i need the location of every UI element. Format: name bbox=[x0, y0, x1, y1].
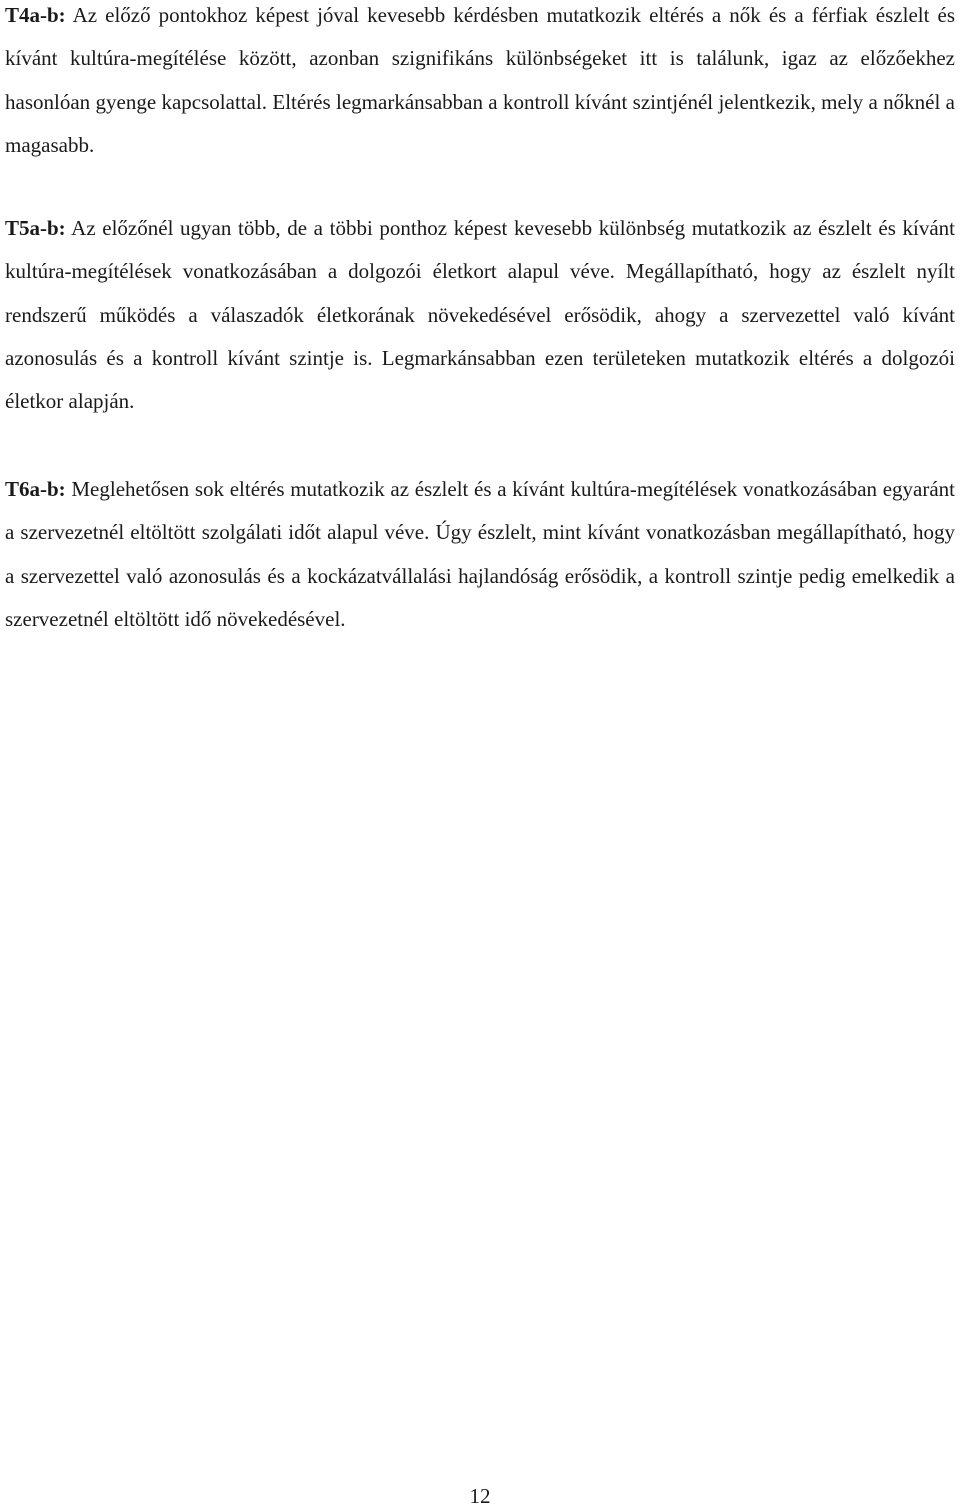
paragraph-label: T4a-b: bbox=[5, 3, 66, 27]
paragraph-text: Meglehetősen sok eltérés mutatkozik az észlelt és a kívánt kultúra-megítélések vonatkozásában egyaránt a szervezetnél eltöltött szolgálati időt alapul véve. Úgy észlelt, mint kívánt vonatkozásban megállapítható, hogy a szervezettel való azonosulás és a kockázatvállalási hajlandóság erősödik, a kontroll szintje pedig emelkedik a szervezetnél eltöltött idő növekedésével. bbox=[5, 477, 955, 631]
paragraph-label: T6a-b: bbox=[5, 477, 66, 501]
paragraph-text: Az előzőnél ugyan több, de a többi ponthoz képest kevesebb különbség mutatkozik az észlelt és kívánt kultúra-megítélések vonatkozásában a dolgozói életkort alapul véve. Megállapítható, hogy az észlelt nyílt rendszerű működés a válaszadók életkorának növekedésével erősödik, ahogy a szervezettel való kívánt azonosulás és a kontroll kívánt szintje is. Legmarkánsabban ezen területeken mutatkozik eltérés a dolgozói életkor alapján. bbox=[5, 216, 955, 414]
paragraph-text: Az előző pontokhoz képest jóval kevesebb kérdésben mutatkozik eltérés a nők és a férfiak észlelt és kívánt kultúra-megítélése között, azonban szignifikáns különbségeket itt is találunk, igaz az előzőekhez hasonlóan gyenge kapcsolattal. Eltérés legmarkánsabban a kontroll kívánt szintjénél jelentkezik, mely a nőknél a magasabb. bbox=[5, 3, 955, 157]
paragraph-t5 bbox=[5, 207, 955, 423]
page-number: 12 bbox=[469, 1484, 491, 1508]
paragraph-t4 bbox=[5, 0, 955, 167]
paragraph-label: T5a-b: bbox=[5, 216, 66, 240]
paragraph-t6 bbox=[5, 468, 955, 641]
